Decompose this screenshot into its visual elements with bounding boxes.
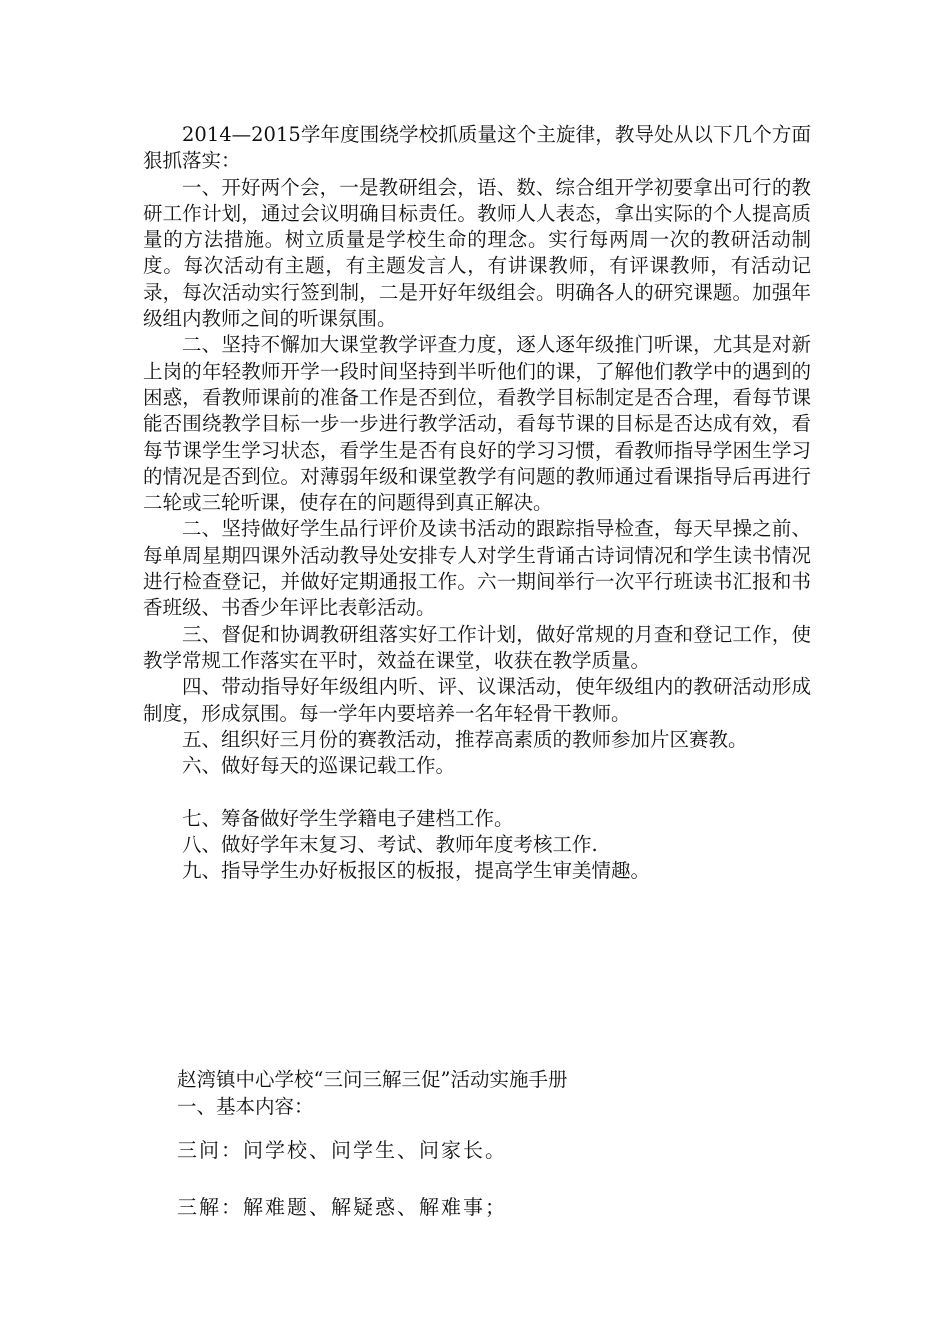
- paragraph-student-records: 七、筹备做好学生学籍电子建档工作。: [182, 806, 514, 830]
- section-heading: 一、基本内容：: [177, 1095, 314, 1118]
- paragraph-teaching-contest: 五、组织好三月份的赛教活动，推荐高素质的教师参加片区赛教。: [182, 727, 748, 751]
- paragraph-teaching-routines: 三、督促和协调教研组落实好工作计划，做好常规的月查和登记工作，使教学常规工作落实在平时，效益在课堂，收获在教学质量。: [143, 622, 811, 672]
- paragraph-class-evaluation: 二、坚持不懈加大课堂教学评查力度，逐人逐年级推门听课，尤其是对新上岗的年轻教师开学一段时间坚持到半听他们的课，了解他们教学中的遇到的困惑，看教师课前的准备工作是否到位，看教学目标制定是否合理，看每节课能否围绕教学目标一步一步进行教学活动，看每节课的目标是否达成有效，看每节课学生学习状态，看学生是否有良好的学习习惯，看教师指导学困生学习的情况是否到位。对薄弱年级和课堂教学有问题的教师通过看课指导后再进行二轮或三轮听课，使存在的问题得到真正解决。: [143, 333, 811, 515]
- handbook-section: [177, 1066, 817, 1221]
- paragraph-grade-group: 四、带动指导好年级组内听、评、议课活动，使年级组内的教研活动形成制度，形成氛围。每一学年内要培养一名年轻骨干教师。: [143, 675, 811, 725]
- paragraph-reading-activities: 二、坚持做好学生品行评价及读书活动的跟踪指导检查，每天早操之前、每单周星期四课外活动教导处安排专人对学生背诵古诗词情况和学生读书情况进行检查登记，并做好定期通报工作。六一期间举行一次平行班读书汇报和书香班级、书香少年评比表彰活动。: [143, 517, 811, 620]
- paragraph-meetings: 一、开好两个会，一是教研组会，语、数、综合组开学初要拿出可行的教研工作计划，通过会议明确目标责任。教师人人表态，拿出实际的个人提高质量的方法措施。树立质量是学校生命的理念。实行每两周一次的教研活动制度。每次活动有主题，有主题发言人，有讲课教师，有评课教师，有活动记录，每次活动实行签到制，二是开好年级组会。明确各人的研究课题。加强年级组内教师之间的听课氛围。: [143, 175, 811, 331]
- paragraph-class-patrol: 六、做好每天的巡课记载工作。: [182, 754, 456, 778]
- three-questions-item: 三问：问学校、问学生、问家长。: [177, 1138, 507, 1162]
- three-solutions-item: 三解：解难题、解疑惑、解难事；: [177, 1195, 507, 1219]
- paragraph-exams: 八、做好学年末复习、考试、教师年度考核工作.: [182, 833, 598, 857]
- intro-paragraph: 2014—2015学年度围绕学校抓质量这个主旋律，教导处从以下几个方面狠抓落实：: [143, 123, 811, 173]
- work-plan-body: [143, 122, 811, 885]
- blank-line: [143, 779, 811, 805]
- handbook-title: 赵湾镇中心学校“三问三解三促”活动实施手册: [177, 1068, 568, 1091]
- paragraph-blackboard: 九、指导学生办好板报区的板报，提高学生审美情趣。: [182, 859, 651, 883]
